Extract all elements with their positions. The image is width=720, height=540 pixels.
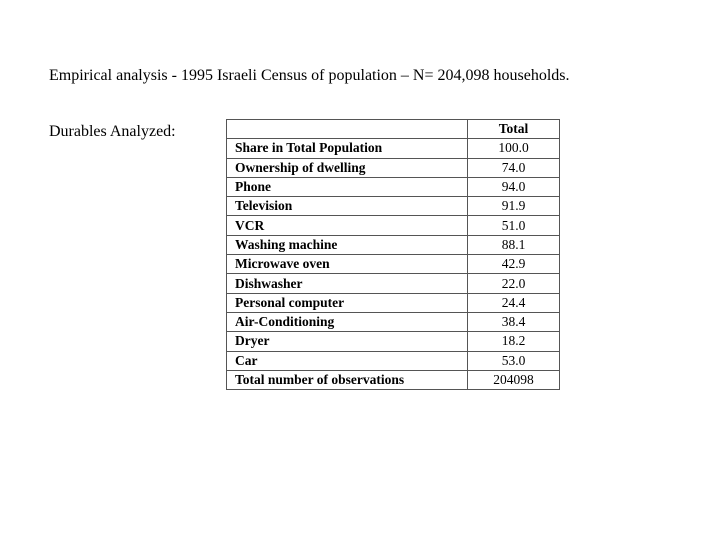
row-label: Personal computer bbox=[227, 293, 468, 312]
row-label: Dishwasher bbox=[227, 274, 468, 293]
column-header-total: Total bbox=[468, 120, 560, 139]
row-label: Television bbox=[227, 197, 468, 216]
durables-table-container bbox=[226, 119, 560, 390]
row-value: 204098 bbox=[468, 370, 560, 389]
durables-table bbox=[226, 119, 560, 390]
page-heading: Empirical analysis - 1995 Israeli Census of population – N= 204,098 households. bbox=[49, 67, 570, 84]
row-value: 100.0 bbox=[468, 139, 560, 158]
row-label: Share in Total Population bbox=[227, 139, 468, 158]
table-row bbox=[227, 158, 560, 177]
row-label: VCR bbox=[227, 216, 468, 235]
row-value: 38.4 bbox=[468, 312, 560, 331]
row-label: Car bbox=[227, 351, 468, 370]
row-value: 22.0 bbox=[468, 274, 560, 293]
table-row-total-observations bbox=[227, 370, 560, 389]
table-row bbox=[227, 351, 560, 370]
row-label: Phone bbox=[227, 177, 468, 196]
column-header-label bbox=[227, 120, 468, 139]
table-row bbox=[227, 274, 560, 293]
table-row bbox=[227, 177, 560, 196]
table-row bbox=[227, 139, 560, 158]
row-value: 74.0 bbox=[468, 158, 560, 177]
table-row bbox=[227, 197, 560, 216]
row-value: 91.9 bbox=[468, 197, 560, 216]
row-value: 94.0 bbox=[468, 177, 560, 196]
table-row bbox=[227, 216, 560, 235]
row-label: Washing machine bbox=[227, 235, 468, 254]
row-value: 88.1 bbox=[468, 235, 560, 254]
row-value: 51.0 bbox=[468, 216, 560, 235]
row-value: 53.0 bbox=[468, 351, 560, 370]
table-row bbox=[227, 255, 560, 274]
row-value: 24.4 bbox=[468, 293, 560, 312]
row-label: Dryer bbox=[227, 332, 468, 351]
row-value: 42.9 bbox=[468, 255, 560, 274]
table-row bbox=[227, 293, 560, 312]
table-row bbox=[227, 235, 560, 254]
table-row bbox=[227, 332, 560, 351]
durables-label: Durables Analyzed: bbox=[49, 123, 176, 140]
row-label: Air-Conditioning bbox=[227, 312, 468, 331]
table-row bbox=[227, 312, 560, 331]
row-label: Microwave oven bbox=[227, 255, 468, 274]
row-value: 18.2 bbox=[468, 332, 560, 351]
table-header-row bbox=[227, 120, 560, 139]
row-label: Total number of observations bbox=[227, 370, 468, 389]
row-label: Ownership of dwelling bbox=[227, 158, 468, 177]
